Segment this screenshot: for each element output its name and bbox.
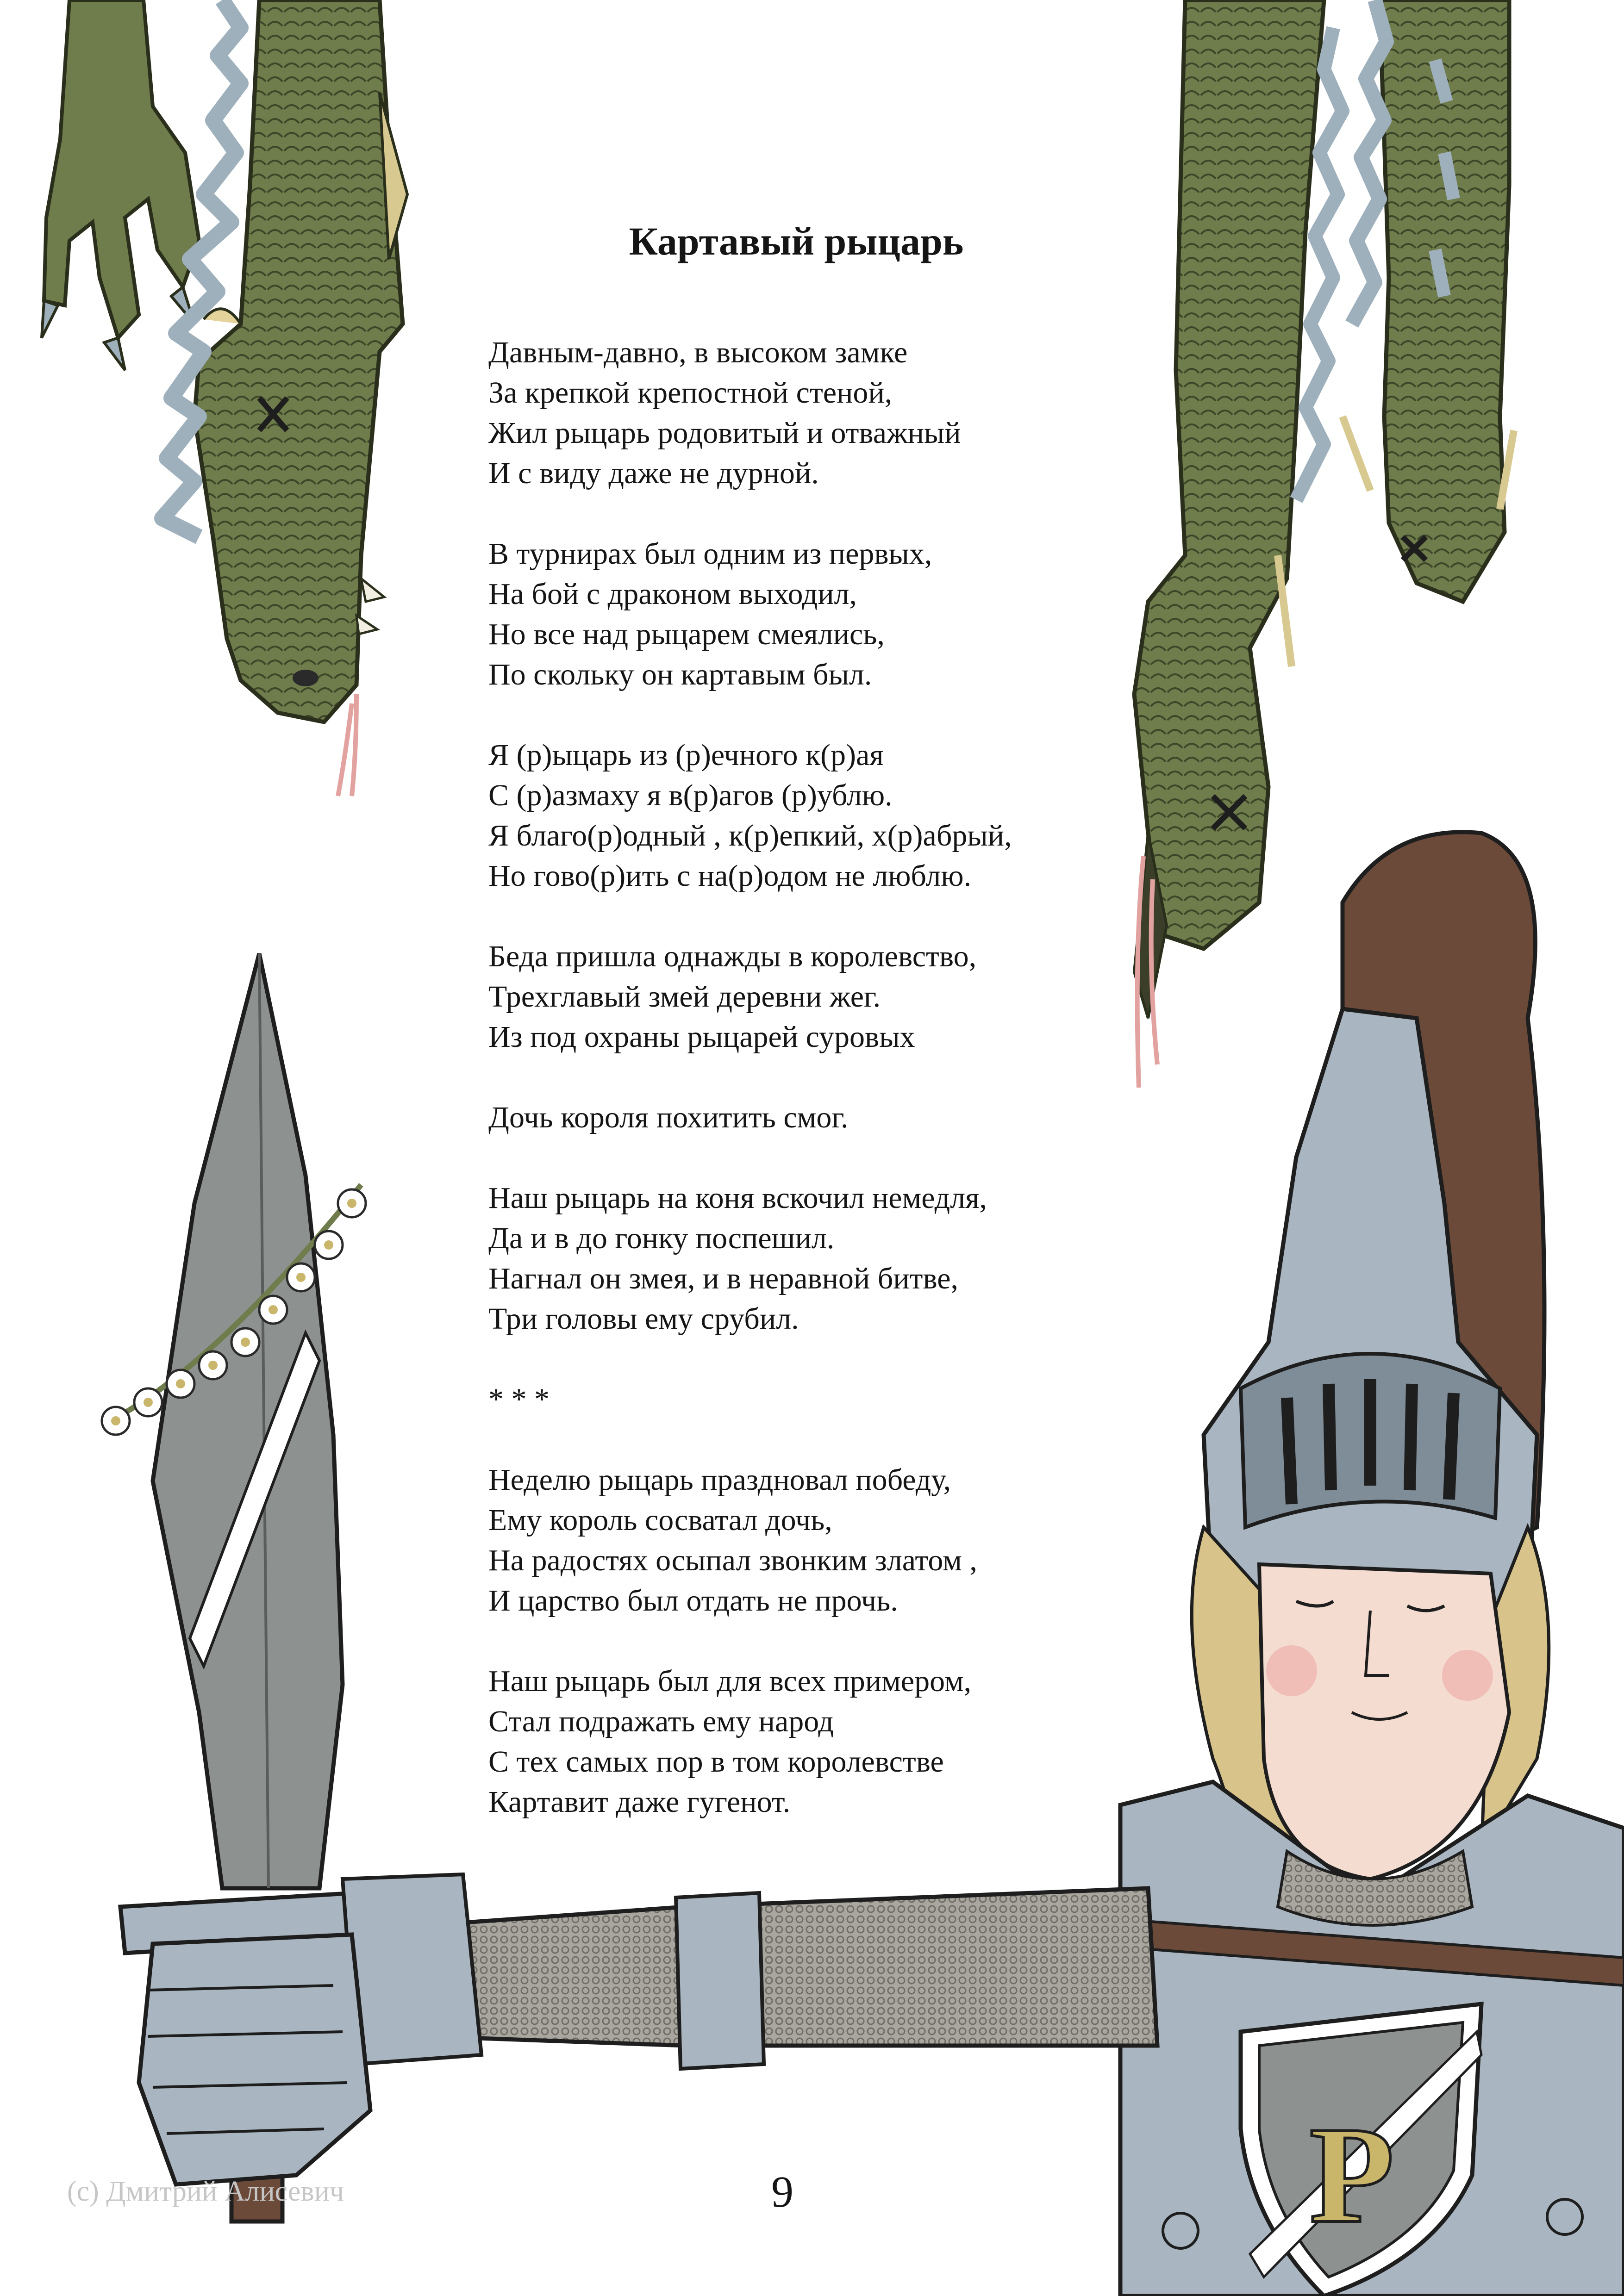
page-number: 9: [771, 2167, 793, 2216]
poem-line: Давным-давно, в высоком замке: [488, 336, 908, 369]
poem-title: Картавый рыцарь: [629, 219, 964, 263]
stanza: [488, 534, 1150, 695]
poem-line: Наш рыцарь на коня вскочил немедля,: [488, 1181, 987, 1215]
poem-line: За крепкой крепостной стеной,: [488, 376, 893, 410]
poem-line: Жил рыцарь родовитый и отважный: [488, 416, 961, 450]
poem-line: И с виду даже не дурной.: [488, 456, 819, 490]
poem-line: Картавит даже гугенот.: [488, 1785, 791, 1819]
poem-line: Я благо(р)одный , к(р)епкий, х(р)абрый,: [488, 819, 1012, 852]
poem-line: И царство был отдать не прочь.: [488, 1584, 898, 1618]
dragon-claw-icon: [42, 0, 199, 370]
poem-line: По скольку он картавым был.: [488, 658, 872, 691]
poem-line: Беда пришла однажды в королевство,: [488, 940, 977, 973]
poem-line: Ему король сосватал дочь,: [488, 1503, 832, 1537]
poem-body: [488, 332, 1150, 1822]
poem-line: Дочь короля похитить смог.: [488, 1101, 849, 1134]
stanza: [488, 1097, 1150, 1138]
dragon-head-icon: [162, 0, 407, 796]
poem-line: Я (р)ыцарь из (р)ечного к(р)ая: [488, 738, 884, 772]
poem-line: С (р)азмаху я в(р)агов (р)ублю.: [488, 778, 893, 812]
poem-line: Да и в до гонку поспешил.: [488, 1221, 835, 1255]
poem-line: Трехглавый змей деревни жег.: [488, 980, 881, 1014]
copyright-note: (c) Дмитрий Алисевич: [67, 2176, 344, 2207]
poem-line: На бой с драконом выходил,: [488, 577, 857, 611]
poem-line: Стал подражать ему народ: [488, 1705, 834, 1738]
stanza: [488, 1661, 1150, 1822]
poem-line: Но гово(р)ить с на(р)одом не люблю.: [488, 859, 972, 893]
poem-line: На радостях осыпал звонким златом ,: [488, 1543, 977, 1577]
poem-line: Но все над рыцарем смеялись,: [488, 617, 885, 651]
stanza: [488, 1379, 1150, 1419]
poem-line: Нагнал он змея, и в неравной битве,: [488, 1262, 959, 1295]
poem-line: В турнирах был одним из первых,: [488, 537, 932, 571]
stanza: [488, 332, 1150, 493]
poem-line: Из под охраны рыцарей суровых: [488, 1020, 915, 1054]
poem-line: С тех самых пор в том королевстве: [488, 1745, 944, 1779]
poem-line: * * *: [488, 1382, 550, 1416]
poem-line: Наш рыцарь был для всех примером,: [488, 1664, 972, 1698]
shield-letter: Р: [1309, 2098, 1394, 2252]
stanza: [488, 1178, 1150, 1339]
poem-line: Неделю рыцарь праздновал победу,: [488, 1463, 951, 1497]
stanza: [488, 1460, 1150, 1621]
stanza: [488, 735, 1150, 896]
stanza: [488, 936, 1150, 1057]
poem-line: Три головы ему срубил.: [488, 1302, 799, 1336]
